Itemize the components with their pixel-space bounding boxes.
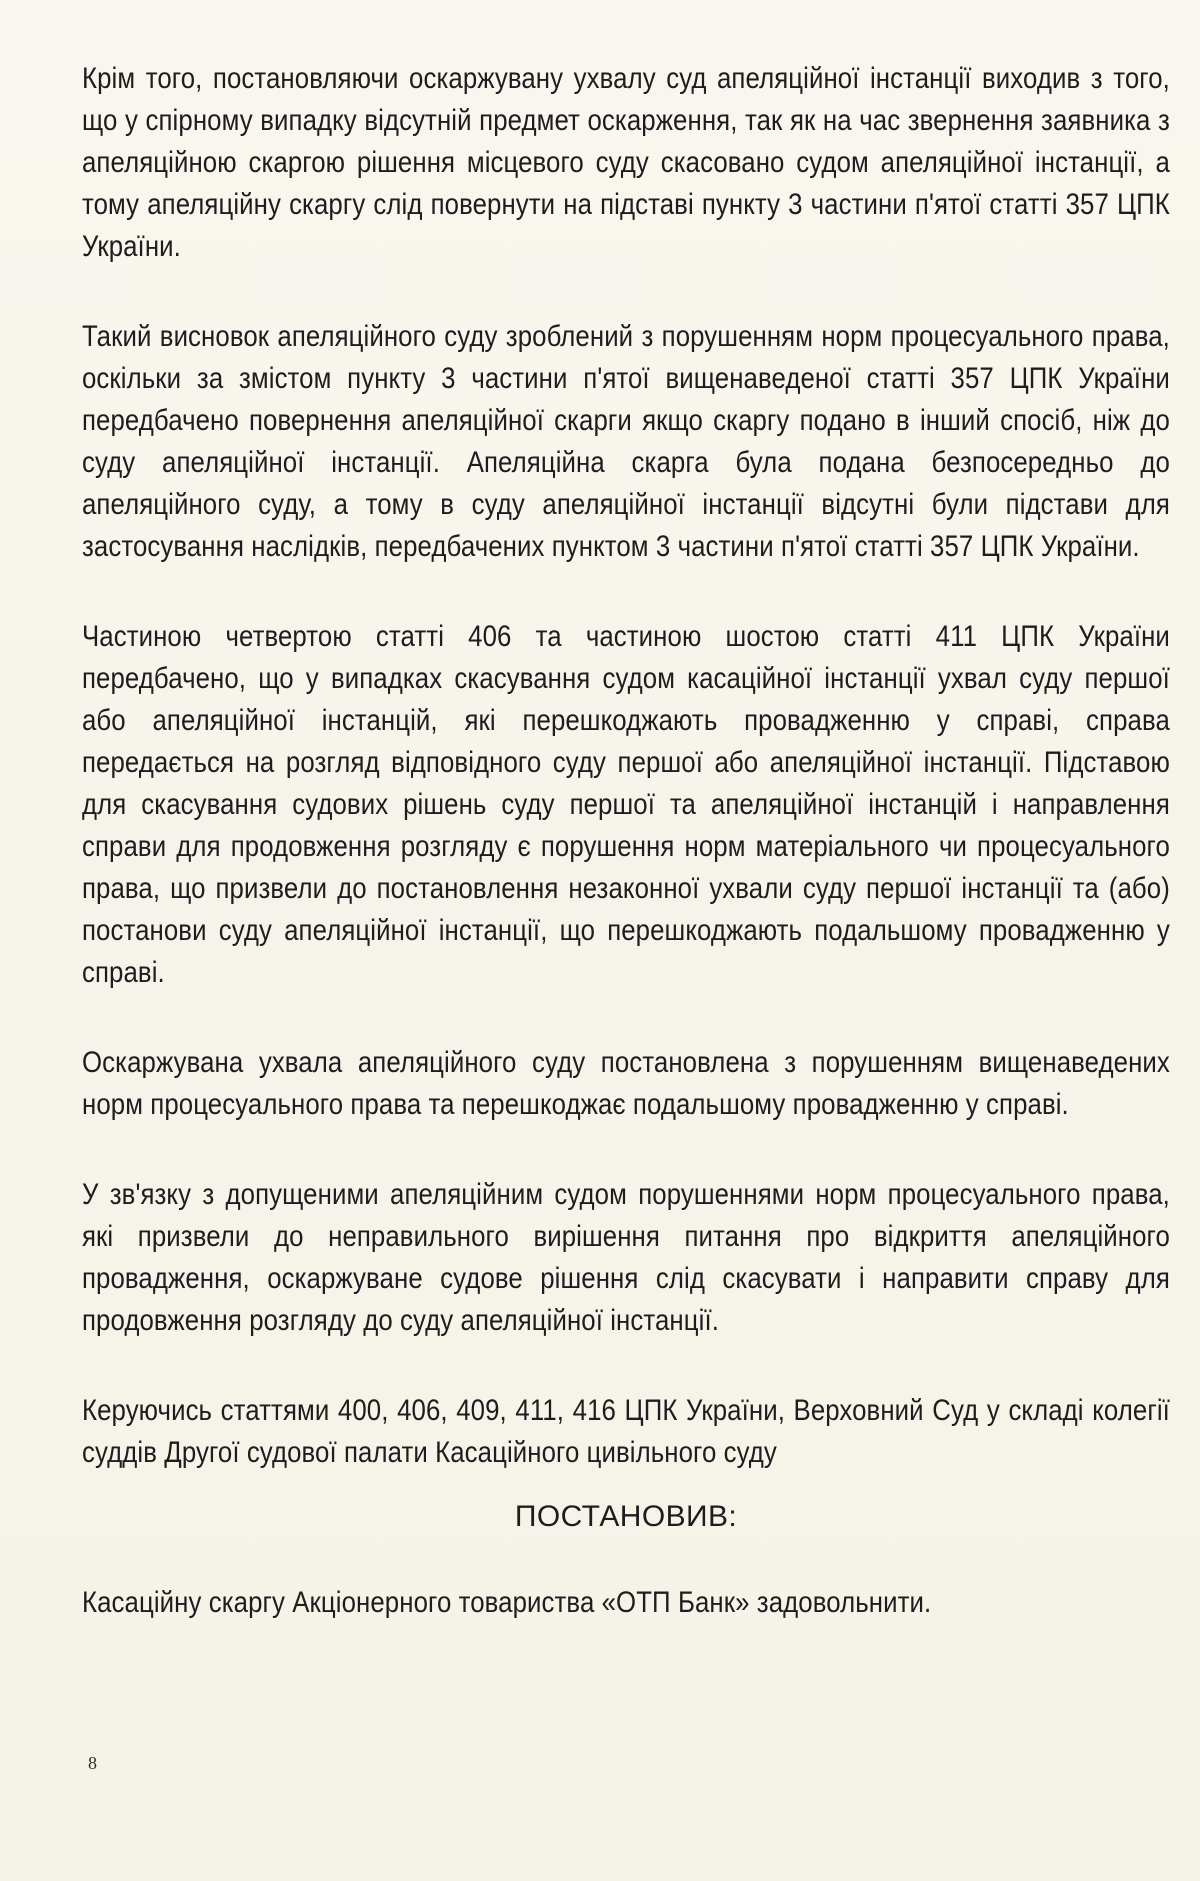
resolution-heading: ПОСТАНОВИВ: — [514, 1500, 738, 1533]
resolution-text: Касаційну скаргу Акціонерного товариства «ОТП Банк» задовольнити. — [82, 1586, 932, 1619]
paragraph-governing-articles: Керуючись статтями 400, 406, 409, 411, 416 ЦПК України, Верховний Суд у складі колегії суддів Другої судової палати Касаційного цивільного суду — [82, 1394, 1170, 1469]
paragraph-conclusion-error: Такий висновок апеляційного суду зроблений з порушенням норм процесуального права, оскільки за змістом пункту 3 частини п'ятої вищенаведеної статті 357 ЦПК України передбачено повернення апеляційної скарги якщо скаргу подано в інший спосіб, ніж до суду апеляційної інстанції. Апеляційна скарга була подана безпосередньо до апеляційного суду, а тому в суду апеляційної інстанції відсутні були підстави для застосування наслідків, передбачених пунктом 3 частини п'ятої статті 357 ЦПК України. — [82, 320, 1170, 563]
paragraph-ruling-violation: Оскаржувана ухвала апеляційного суду постановлена з порушенням вищенаведених норм процесуального права та перешкоджає подальшому провадженню у справі. — [82, 1046, 1170, 1121]
paragraph-remand-decision: У зв'язку з допущеними апеляційним судом порушеннями норм процесуального права, які призвели до неправильного вирішення питання про відкриття апеляційного провадження, оскаржуване судове рішення слід скасувати і направити справу для продовження розгляду до суду апеляційної інстанції. — [82, 1178, 1170, 1337]
paragraph-appeal-reasoning: Крім того, постановляючи оскаржувану ухвалу суд апеляційної інстанції виходив з того, що у спірному випадку відсутній предмет оскарження, так як на час звернення заявника з апеляційною скаргою рішення місцевого суду скасовано судом апеляційної інстанції, а тому апеляційну скаргу слід повернути на підставі пункту 3 частини п'ятої статті 357 ЦПК України. — [82, 62, 1170, 263]
page-number: 8 — [88, 1753, 97, 1773]
paragraph-legal-provisions: Частиною четвертою статті 406 та частиною шостою статті 411 ЦПК України передбачено, що у випадках скасування судом касаційної інстанції ухвал суду першої або апеляційної інстанцій, які перешкоджають провадженню у справі, справа передається на розгляд відповідного суду першої або апеляційної інстанції. Підставою для скасування судових рішень суду першої та апеляційної інстанцій і направлення справи для продовження розгляду є порушення норм матеріального чи процесуального права, що призвели до постановлення незаконної ухвали суду першої інстанції та (або) постанови суду апеляційної інстанції, що перешкоджають подальшому провадженню у справі. — [82, 620, 1170, 989]
